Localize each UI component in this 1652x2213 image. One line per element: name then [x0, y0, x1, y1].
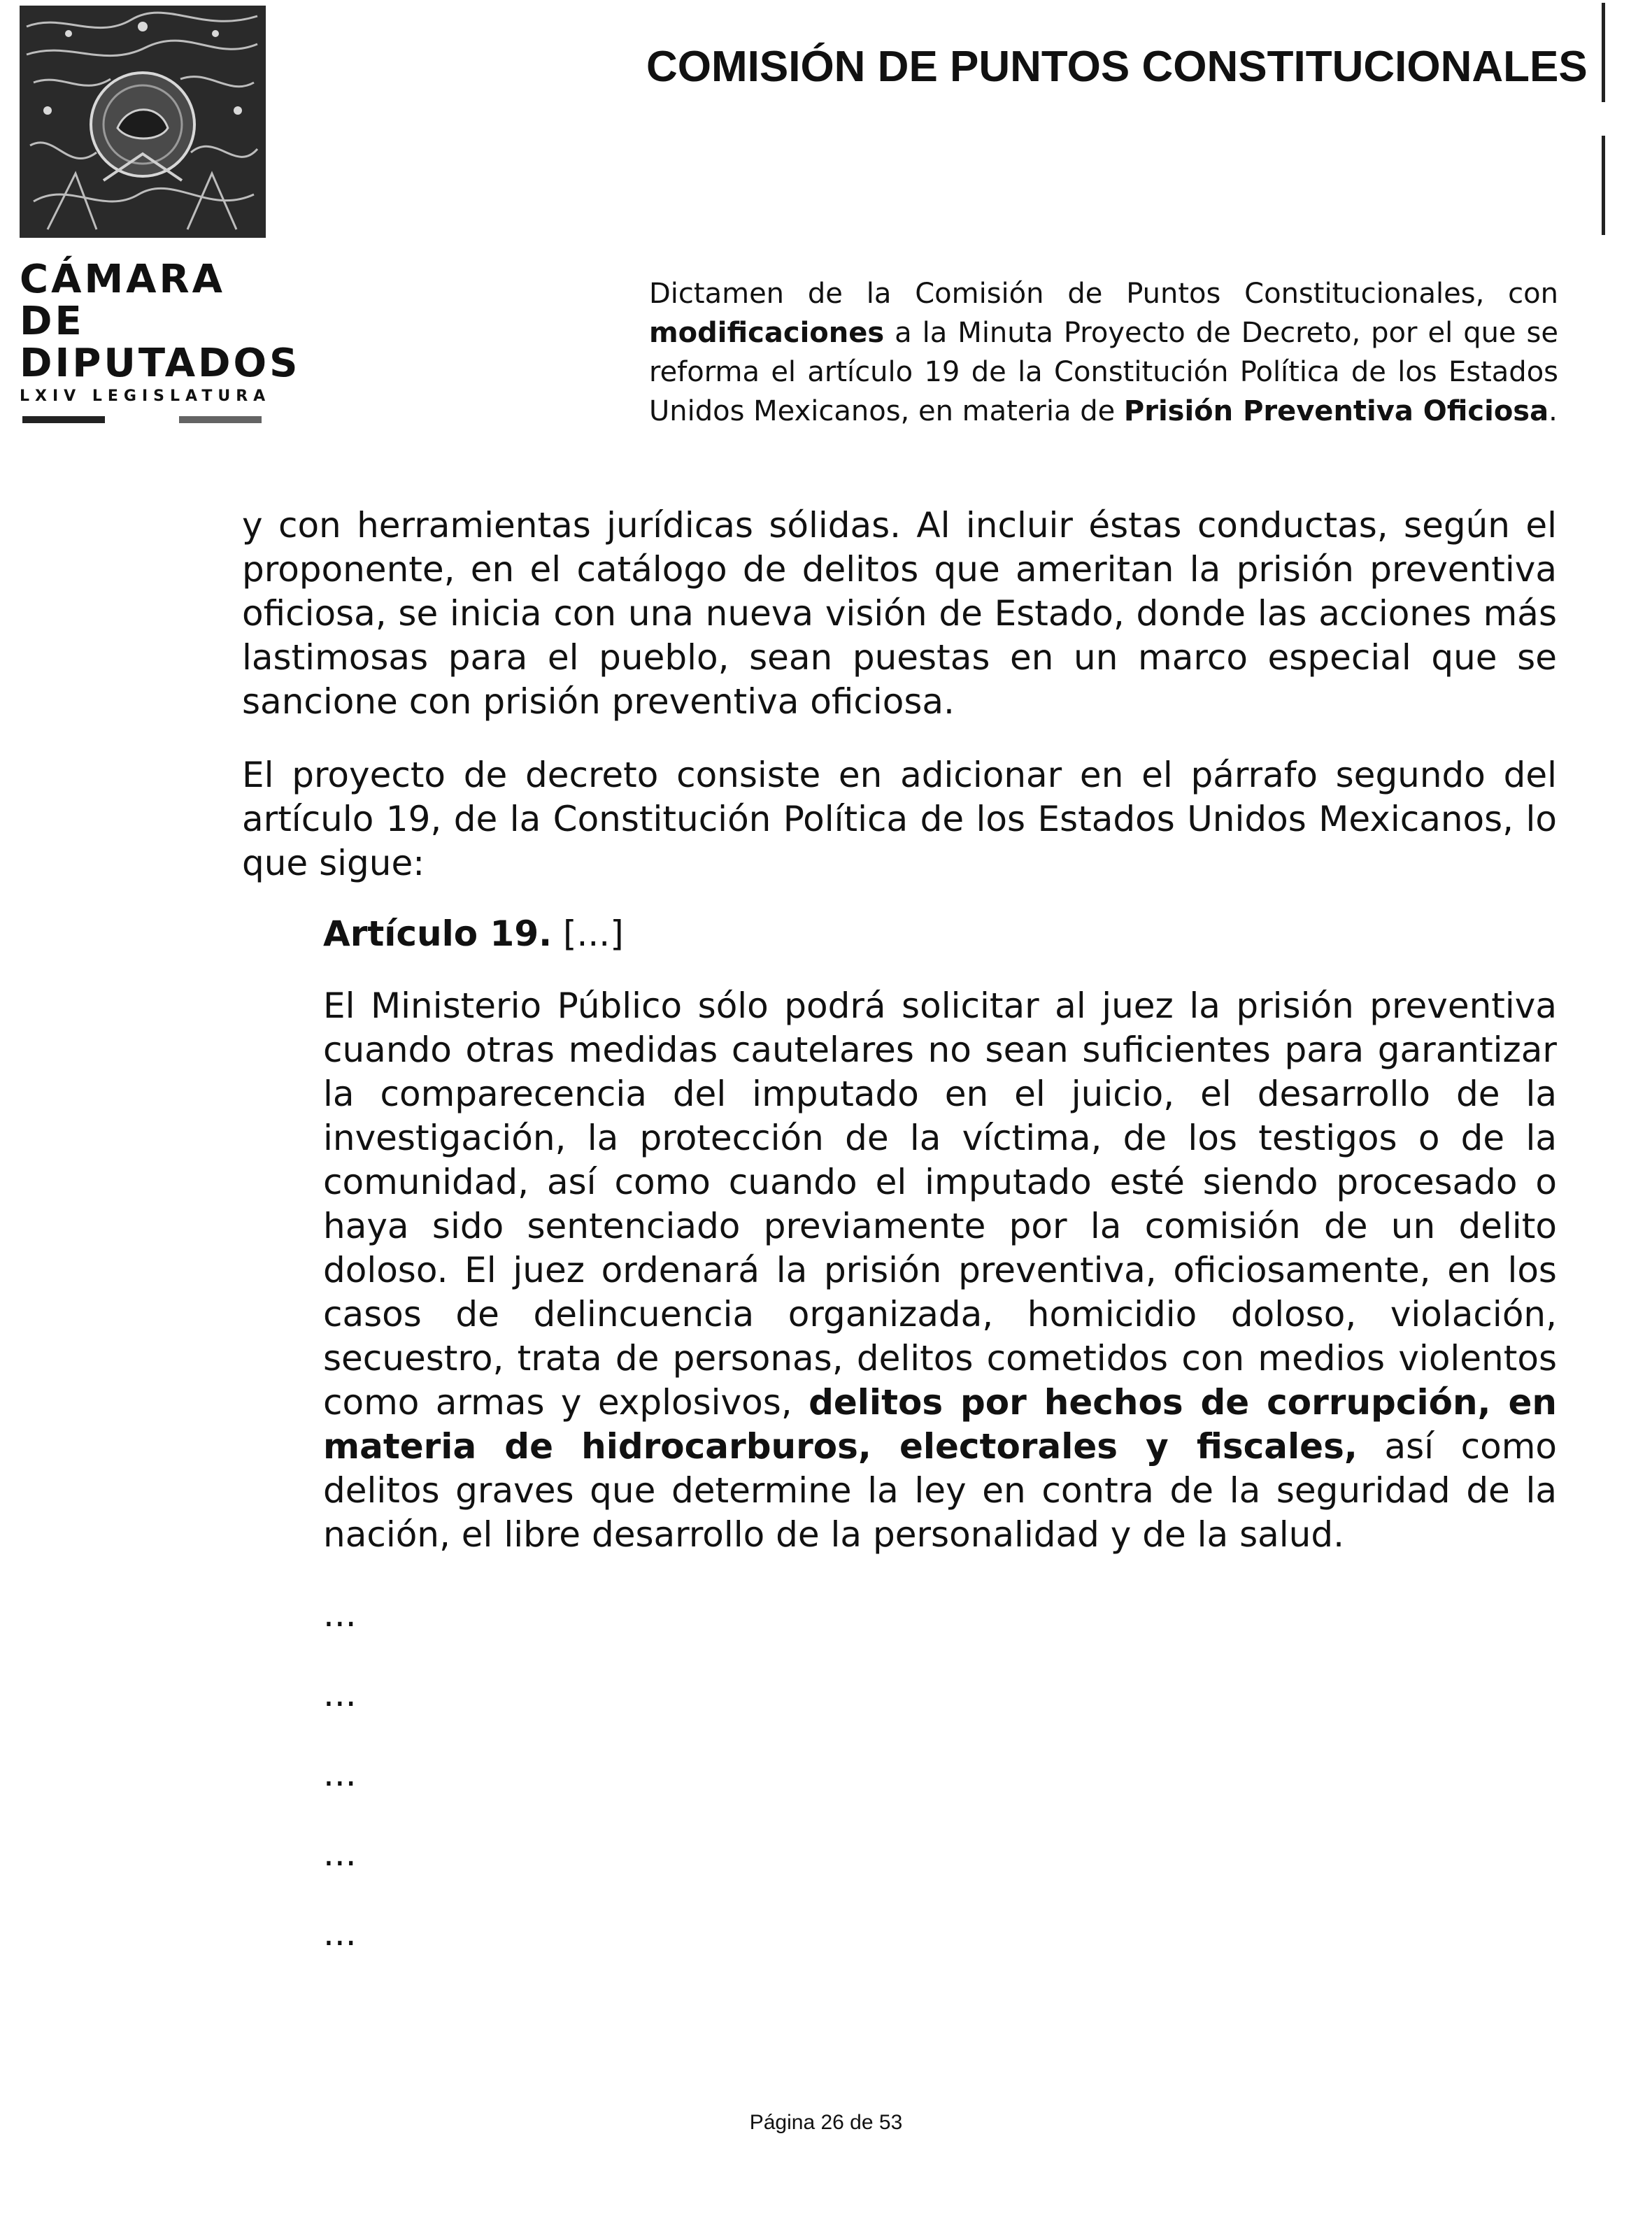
article-quote-text — [323, 984, 1557, 1557]
desc-text-a: Dictamen de la Comisión de Puntos Constitucionales, con — [649, 278, 1558, 310]
ellipsis-4: ... — [323, 1833, 357, 1874]
header-vertical-rule-bottom — [1602, 136, 1605, 235]
desc-bold-subject: Prisión Preventiva Oficiosa — [1123, 395, 1549, 427]
logo-rule — [20, 412, 271, 426]
page-number: Página 26 de 53 — [749, 2111, 903, 2134]
ellipsis-5: ... — [323, 1913, 357, 1954]
logo-block — [20, 6, 301, 426]
article-label: Artículo 19. — [323, 913, 553, 954]
quote-text-b: así como delitos graves que determine la ley en contra de la seguridad de la nación, el libre desarrollo de la personalidad y de la salud. — [323, 1426, 1558, 1555]
article-quote — [323, 912, 1557, 1956]
desc-text-b: a la Minuta Proyecto de Decreto, por el que se reforma el artículo 19 de la Constitución Política de los Estados Unidos Mexicanos, en materia de — [649, 317, 1558, 427]
header-vertical-rule-top — [1602, 3, 1605, 102]
ellipsis-1: ... — [323, 1594, 357, 1635]
main-content — [242, 504, 1557, 1956]
paragraph-2: El proyecto de decreto consiste en adicionar en el párrafo segundo del artículo 19, de la Constitución Política de los Estados Unidos Mexicanos, lo que sigue: — [242, 755, 1557, 883]
logo-text-line2: DIPUTADOS — [20, 341, 301, 386]
logo-text-legislatura: LXIV LEGISLATURA — [20, 387, 271, 405]
quote-text-a: El Ministerio Público sólo podrá solicitar al juez la prisión preventiva cuando otras medidas cautelares no sean suficientes para garantizar la comparecencia del imputado en el juicio, el desarrollo de la investigación, la protección de la víctima, de los testigos o de la comunidad, así como cuando el imputado esté siendo procesado o haya sido sentenciado previamente por la comisión de un delito doloso. El juez ordenará la prisión preventiva, oficiosamente, en los casos de delincuencia organizada, homicidio doloso, violación, secuestro, trata de personas, delitos cometidos con medios violentos como armas y explosivos, — [323, 985, 1557, 1423]
paragraph-1: y con herramientas jurídicas sólidas. Al incluir éstas conductas, según el proponente, en el catálogo de delitos que ameritan la prisión preventiva oficiosa, se inicia con una nueva visión de Estado, donde las acciones más lastimosas para el pueblo, sean puestas en un marco especial que se sancione con prisión preventiva oficiosa. — [242, 505, 1557, 722]
ellipsis-2: ... — [323, 1674, 357, 1714]
quote-bold-text: delitos por hechos de corrupción, en materia de hidrocarburos, electorales y fiscales, — [323, 1382, 1557, 1467]
ellipsis-3: ... — [323, 1753, 357, 1794]
camara-seal-icon — [20, 6, 266, 238]
logo-text-line1: CÁMARA DE — [20, 257, 225, 344]
committee-title: COMISIÓN DE PUNTOS CONSTITUCIONALES — [646, 43, 1588, 91]
desc-text-c: . — [1548, 395, 1558, 427]
dictamen-description — [649, 274, 1558, 431]
article-bracket: [...] — [552, 913, 624, 954]
desc-bold-modificaciones: modificaciones — [649, 317, 885, 349]
article-heading — [323, 912, 1557, 956]
